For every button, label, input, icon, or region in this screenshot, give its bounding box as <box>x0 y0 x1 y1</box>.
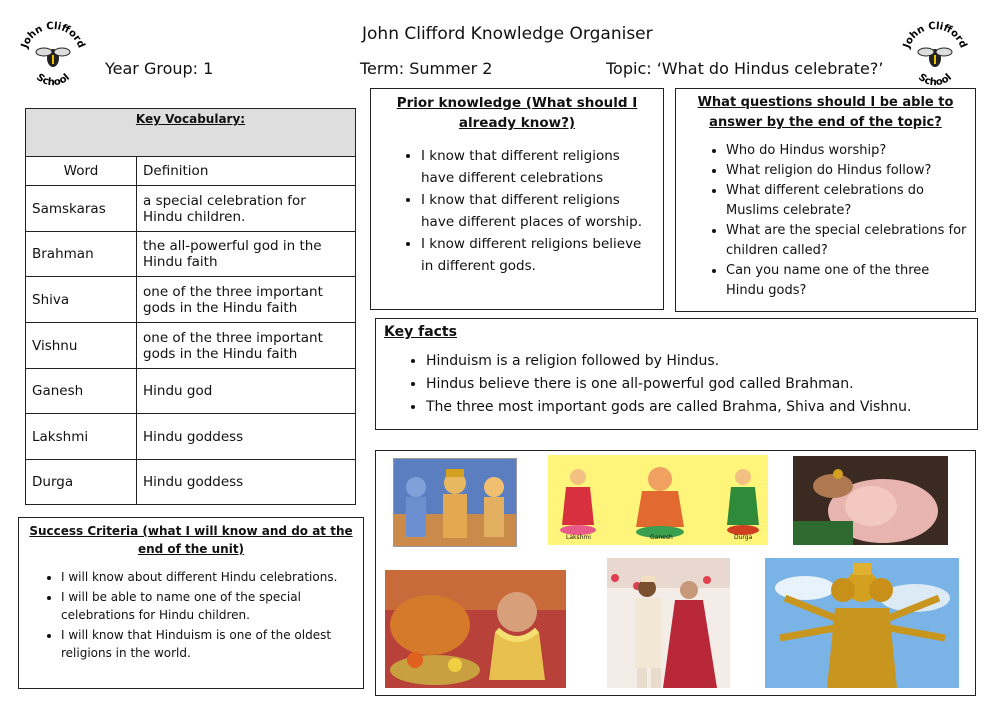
vocab-col-definition: Definition <box>137 157 356 186</box>
vocab-word: Durga <box>26 460 137 505</box>
term: Term: Summer 2 <box>360 59 493 78</box>
page-title: John Clifford Knowledge Organiser <box>362 24 653 44</box>
list-item: • I will know about different Hindu celebrations. <box>61 568 353 586</box>
list-item: • Hindus believe there is one all-powerful god called Brahman. <box>426 373 969 396</box>
year-group: Year Group: 1 <box>105 59 214 78</box>
vocab-definition: Hindu god <box>137 369 356 414</box>
prior-knowledge-heading: Prior knowledge (What should I already know?) <box>396 95 638 131</box>
questions-box <box>675 88 976 312</box>
list-item: • Who do Hindus worship? <box>726 141 967 161</box>
list-item: • I know that different religions have different places of worship. <box>421 189 653 233</box>
list-item: • I know that different religions have different celebrations <box>421 145 653 189</box>
vocabulary-table <box>25 108 356 505</box>
baby-garland-image <box>385 570 566 688</box>
table-row <box>26 414 356 460</box>
list-item: • What religion do Hindus follow? <box>726 161 967 181</box>
list-item: • What are the special celebrations for children called? <box>726 221 967 261</box>
table-row <box>26 369 356 414</box>
list-item: • I know different religions believe in different gods. <box>421 233 653 277</box>
hindu-goddesses-image <box>548 455 768 545</box>
vocab-definition: the all-powerful god in the Hindu faith <box>137 232 356 277</box>
key-facts-box <box>375 318 978 430</box>
table-row <box>26 277 356 323</box>
vocab-word: Shiva <box>26 277 137 323</box>
goddess-label-ganesh: Ganesh <box>650 534 673 541</box>
table-row <box>26 460 356 505</box>
svg-text:School: School <box>916 71 954 88</box>
svg-text:John Clifford: John Clifford <box>901 20 969 50</box>
hindu-wedding-image <box>607 558 730 688</box>
vocab-word: Ganesh <box>26 369 137 414</box>
list-item: • I will be able to name one of the special celebrations for Hindu children. <box>61 588 353 624</box>
svg-text:School: School <box>34 71 72 88</box>
goddess-label-lakshmi: Lakshmi <box>566 534 591 541</box>
vocabulary-heading: Key Vocabulary: <box>135 112 246 126</box>
list-item: • The three most important gods are called Brahma, Shiva and Vishnu. <box>426 396 969 419</box>
baby-ceremony-image <box>793 456 948 545</box>
goddess-label-durga: Durga <box>734 534 753 541</box>
vocab-col-word: Word <box>26 157 137 186</box>
prior-knowledge-box <box>370 88 664 310</box>
school-logo-left <box>18 18 88 88</box>
questions-heading: What questions should I be able to answer by the end of the topic? <box>697 95 954 130</box>
golden-statue-image <box>765 558 959 688</box>
vocab-definition: one of the three important gods in the Hindu faith <box>137 277 356 323</box>
vocab-word: Brahman <box>26 232 137 277</box>
vocab-word: Vishnu <box>26 323 137 369</box>
table-row <box>26 323 356 369</box>
hindu-gods-image <box>393 458 517 547</box>
topic: Topic: ‘What do Hindus celebrate?’ <box>606 59 884 78</box>
vocab-definition: one of the three important gods in the Hindu faith <box>137 323 356 369</box>
list-item: • Can you name one of the three Hindu gods? <box>726 261 967 301</box>
success-criteria-heading: Success Criteria (what I will know and do at the end of the unit) <box>29 524 353 556</box>
success-criteria-box <box>18 517 364 689</box>
key-facts-heading: Key facts <box>384 324 457 340</box>
vocab-definition: Hindu goddess <box>137 414 356 460</box>
school-logo-right <box>900 18 970 88</box>
svg-text:John Clifford: John Clifford <box>19 20 87 50</box>
vocab-word: Samskaras <box>26 186 137 232</box>
vocab-word: Lakshmi <box>26 414 137 460</box>
table-row <box>26 232 356 277</box>
list-item: • I will know that Hinduism is one of the oldest religions in the world. <box>61 626 353 662</box>
vocab-definition: a special celebration for Hindu children. <box>137 186 356 232</box>
table-row <box>26 186 356 232</box>
list-item: • Hinduism is a religion followed by Hindus. <box>426 350 969 373</box>
list-item: • What different celebrations do Muslims celebrate? <box>726 181 967 221</box>
vocab-definition: Hindu goddess <box>137 460 356 505</box>
